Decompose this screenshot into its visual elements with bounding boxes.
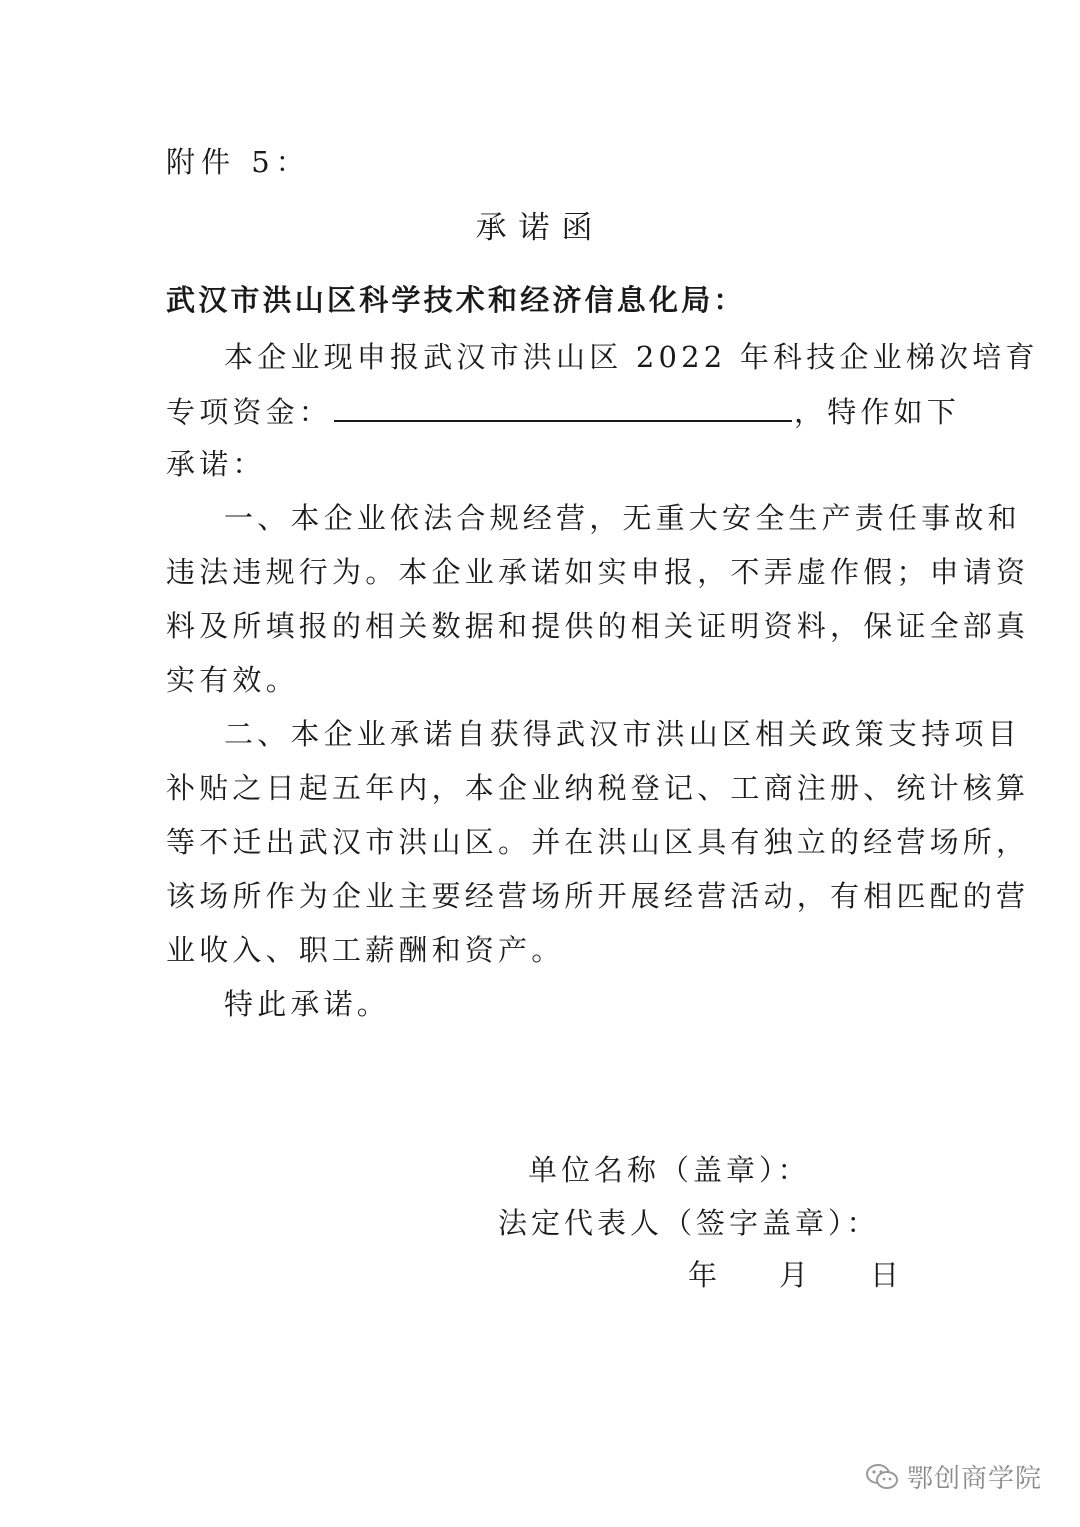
intro-line-2-prefix: 专项资金： bbox=[166, 395, 333, 429]
intro-line-3: 承诺： bbox=[166, 447, 266, 481]
date-line bbox=[688, 1255, 903, 1295]
unit-name-label: 单位名称（盖章）： bbox=[528, 1153, 811, 1187]
clause2-line-4: 该场所作为企业主要经营场所开展经营活动，有相匹配的营 bbox=[166, 879, 1030, 913]
watermark bbox=[865, 1458, 1042, 1495]
watermark-text: 鄂创商学院 bbox=[906, 1464, 1042, 1494]
wechat-icon bbox=[865, 1462, 899, 1492]
intro-line-2-suffix: ，特作如下 bbox=[794, 395, 961, 429]
fund-name-blank[interactable] bbox=[334, 390, 792, 422]
clause2-line-2: 补贴之日起五年内，本企业纳税登记、工商注册、统计核算 bbox=[166, 771, 1030, 805]
clause2-line-1: 二、本企业承诺自获得武汉市洪山区相关政策支持项目 bbox=[224, 717, 1021, 751]
legal-rep-label: 法定代表人（签字盖章）： bbox=[498, 1206, 880, 1240]
clause1-line-1: 一、本企业依法合规经营，无重大安全生产责任事故和 bbox=[224, 501, 1021, 535]
date-day: 日 bbox=[870, 1258, 904, 1292]
date-year: 年 bbox=[688, 1258, 722, 1292]
clause1-line-4: 实有效。 bbox=[166, 663, 299, 697]
document-title: 承诺函 bbox=[475, 210, 605, 246]
intro-line-2 bbox=[166, 390, 960, 432]
addressee: 武汉市洪山区科学技术和经济信息化局： bbox=[166, 283, 746, 317]
attachment-label: 附件 5： bbox=[166, 145, 311, 179]
intro-line-1: 本企业现申报武汉市洪山区 2022 年科技企业梯次培育 bbox=[224, 340, 1039, 374]
clause2-line-3: 等不迁出武汉市洪山区。并在洪山区具有独立的经营场所， bbox=[166, 825, 1030, 859]
clause1-line-3: 料及所填报的相关数据和提供的相关证明资料，保证全部真 bbox=[166, 609, 1030, 643]
closing-text: 特此承诺。 bbox=[224, 987, 391, 1021]
clause2-line-5: 业收入、职工薪酬和资产。 bbox=[166, 933, 565, 967]
clause1-line-2: 违法违规行为。本企业承诺如实申报，不弄虚作假；申请资 bbox=[166, 555, 1030, 589]
date-month: 月 bbox=[779, 1258, 813, 1292]
